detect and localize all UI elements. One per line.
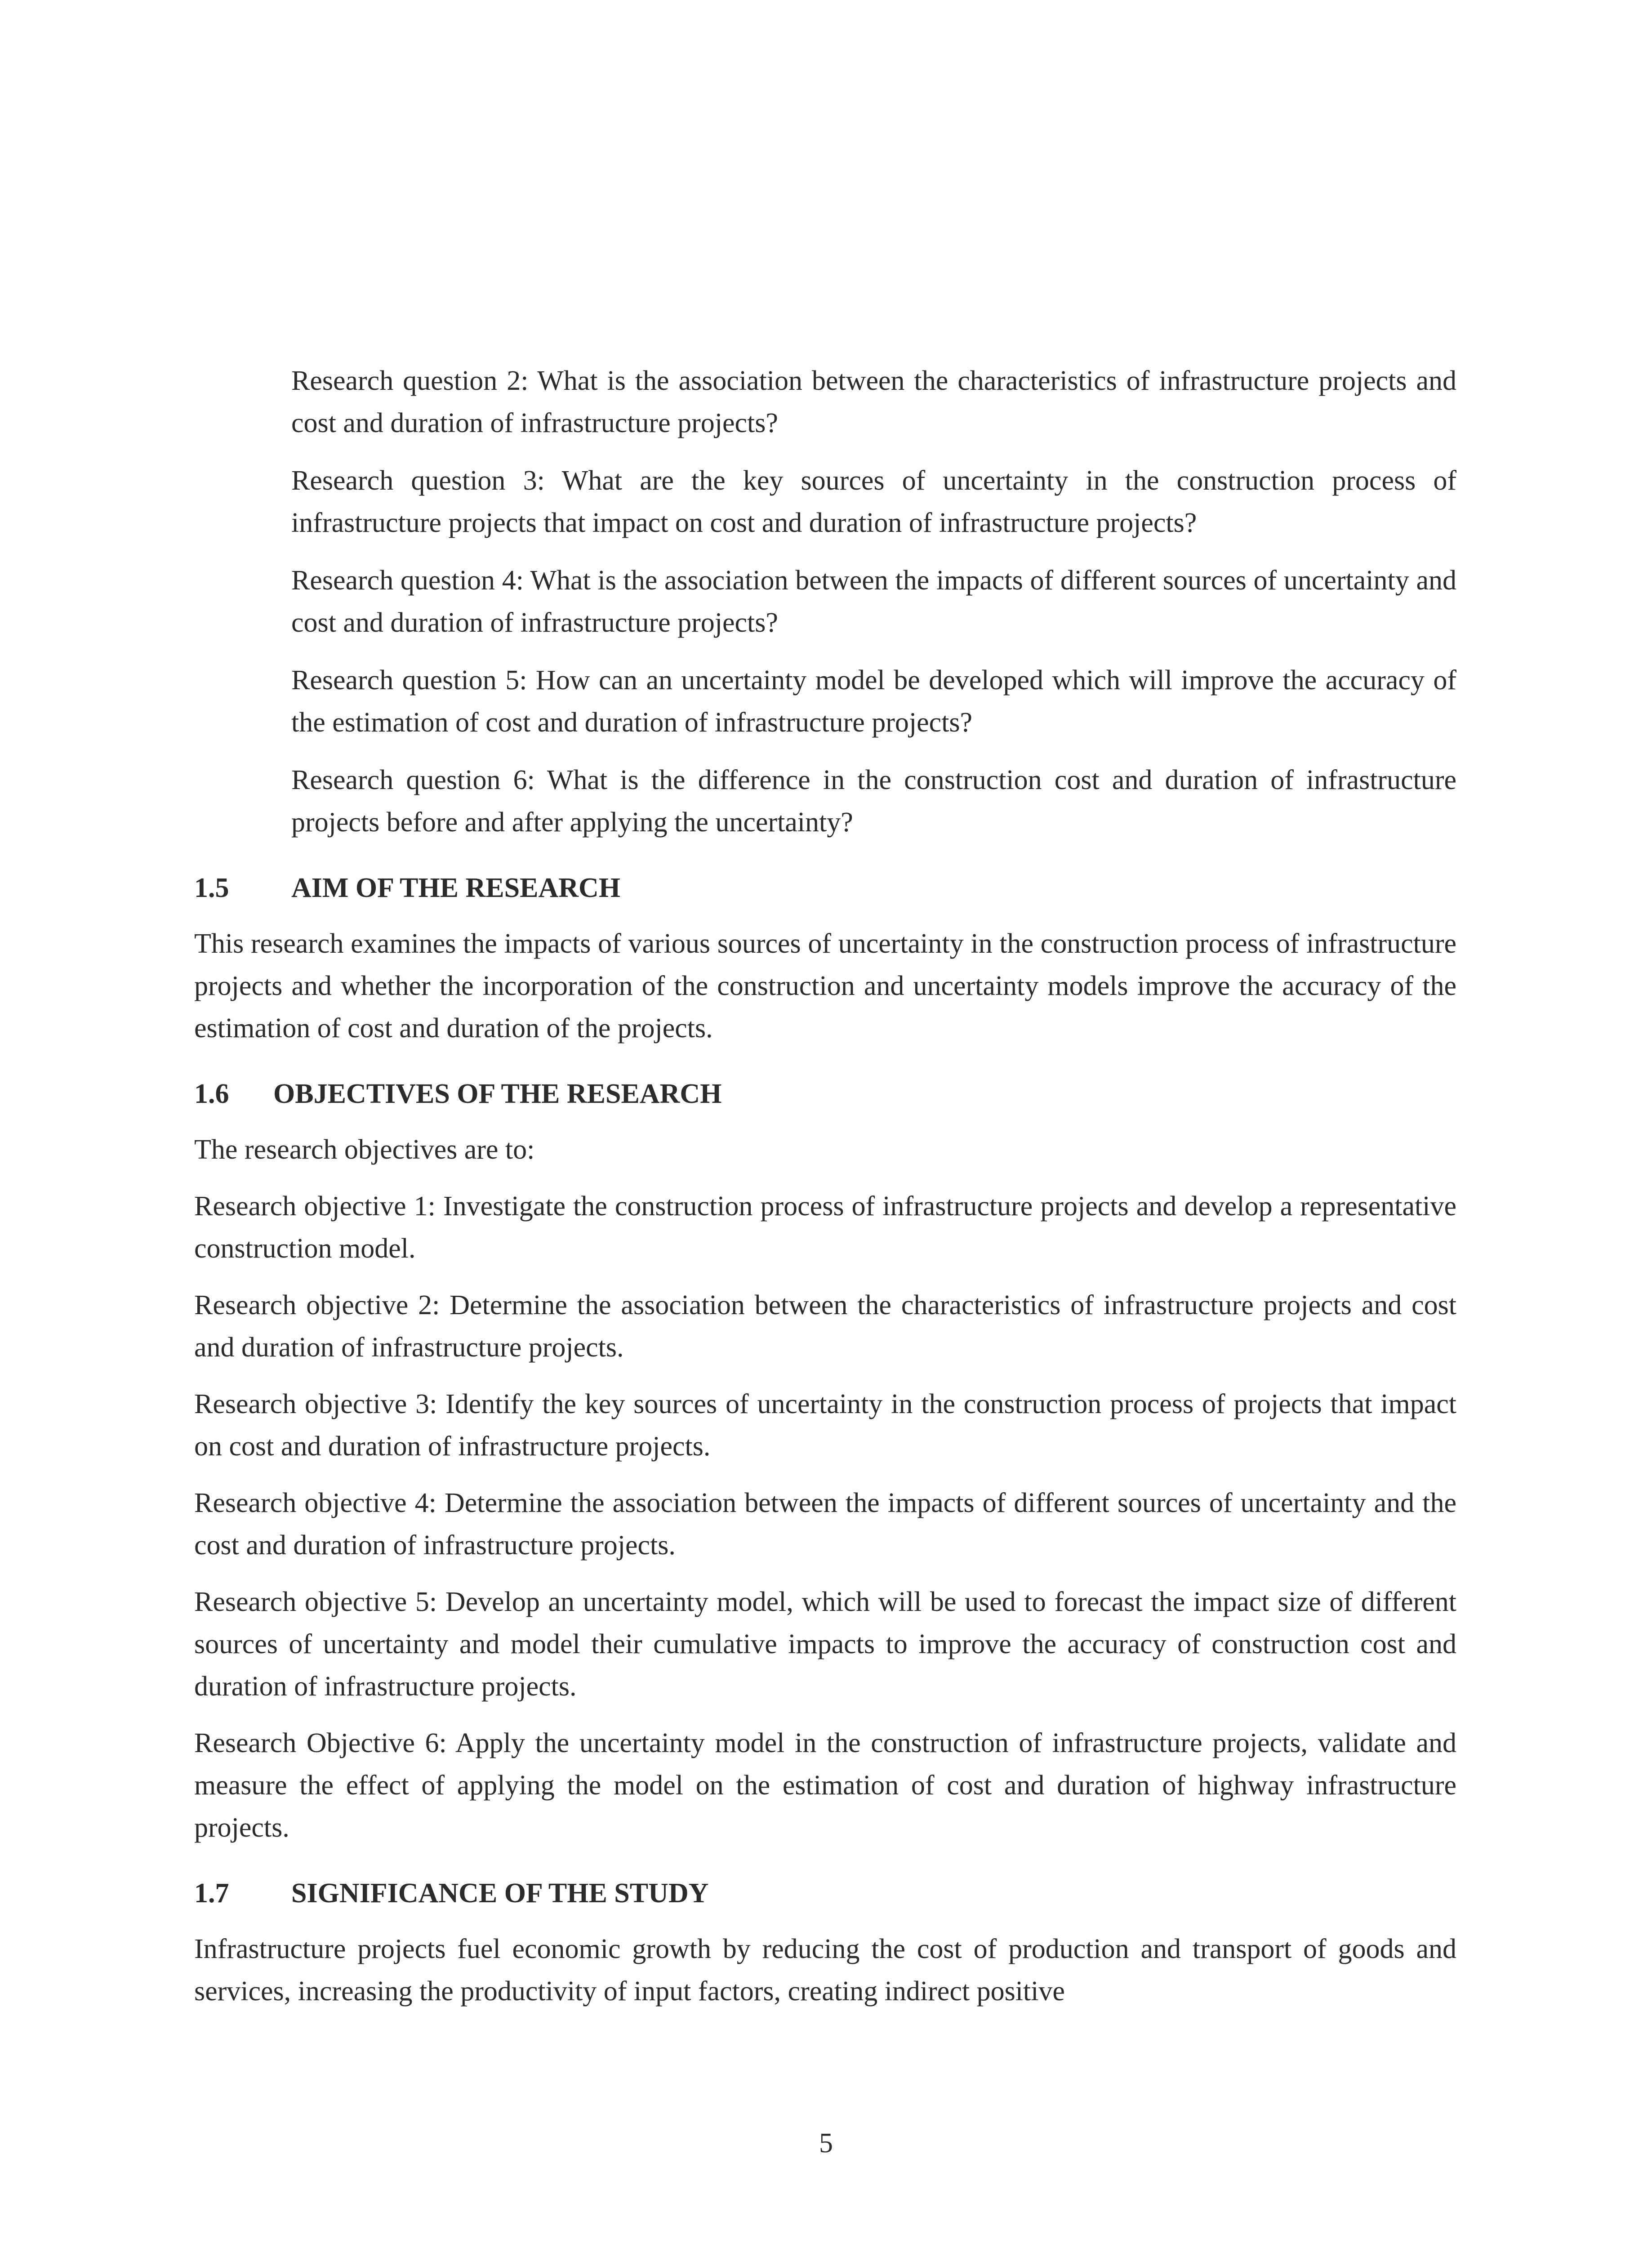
research-question-4: Research question 4: What is the association between the impacts of different sources of uncertainty and cost and duration of infrastructure projects? bbox=[291, 565, 1456, 638]
research-questions-list bbox=[194, 360, 1456, 843]
research-objective-6: Research Objective 6: Apply the uncertainty model in the construction of infrastructure projects, validate and measure the effect of applying the model on the estimation of cost and duration of highway infrastructure projects. bbox=[194, 1728, 1456, 1843]
section-number: 1.7 bbox=[194, 1878, 229, 1909]
research-question-6: Research question 6: What is the difference in the construction cost and duration of infrastructure projects before and after applying the uncertainty? bbox=[291, 765, 1456, 838]
section-heading-significance bbox=[194, 1872, 1456, 1914]
research-objective-2: Research objective 2: Determine the association between the characteristics of infrastructure projects and cost and duration of infrastructure projects. bbox=[194, 1290, 1456, 1363]
section-title: OBJECTIVES OF THE RESEARCH bbox=[273, 1079, 722, 1109]
section-number: 1.5 bbox=[194, 873, 229, 903]
section-heading-objectives bbox=[194, 1073, 1456, 1115]
section-number: 1.6 bbox=[194, 1079, 229, 1109]
page-content bbox=[194, 360, 1456, 2027]
section-title: AIM OF THE RESEARCH bbox=[291, 873, 621, 903]
aim-paragraph: This research examines the impacts of various sources of uncertainty in the construction process of infrastructure projects and whether the incorporation of the construction and uncertainty models improve the accuracy of the estimation of cost and duration of the projects. bbox=[194, 928, 1456, 1044]
research-objective-3: Research objective 3: Identify the key sources of uncertainty in the construction process of projects that impact on cost and duration of infrastructure projects. bbox=[194, 1389, 1456, 1462]
page-number: 5 bbox=[819, 2128, 833, 2159]
research-question-5: Research question 5: How can an uncertainty model be developed which will improve the accuracy of the estimation of cost and duration of infrastructure projects? bbox=[291, 665, 1456, 738]
research-question-2: Research question 2: What is the association between the characteristics of infrastructure projects and cost and duration of infrastructure projects? bbox=[291, 366, 1456, 438]
section-heading-aim bbox=[194, 867, 1456, 909]
research-objective-4: Research objective 4: Determine the association between the impacts of different sources of uncertainty and the cost and duration of infrastructure projects. bbox=[194, 1488, 1456, 1561]
section-title: SIGNIFICANCE OF THE STUDY bbox=[291, 1878, 709, 1909]
objectives-intro: The research objectives are to: bbox=[194, 1134, 535, 1165]
research-objective-1: Research objective 1: Investigate the construction process of infrastructure projects and develop a representative construction model. bbox=[194, 1191, 1456, 1264]
significance-paragraph: Infrastructure projects fuel economic growth by reducing the cost of production and transport of goods and services, increasing the productivity of input factors, creating indirect positive bbox=[194, 1934, 1456, 2007]
research-question-3: Research question 3: What are the key sources of uncertainty in the construction process of infrastructure projects that impact on cost and duration of infrastructure projects? bbox=[291, 465, 1456, 538]
research-objective-5: Research objective 5: Develop an uncertainty model, which will be used to forecast the impact size of different sources of uncertainty and model their cumulative impacts to improve the accuracy of construction cost and duration of infrastructure projects. bbox=[194, 1587, 1456, 1702]
